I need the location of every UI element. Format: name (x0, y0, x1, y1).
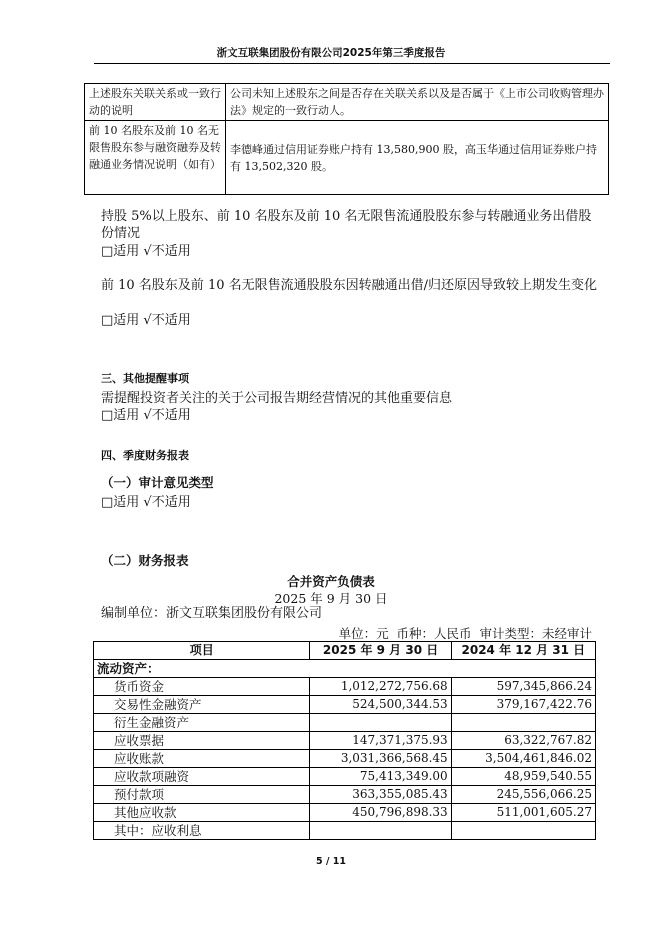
balance-sheet-units: 单位：元 币种：人民币 审计类型：未经审计 (338, 626, 592, 641)
row-item: 衍生金融资产 (94, 714, 310, 732)
table-row (85, 121, 609, 195)
page-number: 5 / 11 (316, 856, 346, 867)
row-current: 1,012,272,756.68 (310, 678, 451, 696)
section1-option: □适用 √不适用 (101, 244, 191, 259)
table-row (94, 696, 596, 714)
section4-heading: 四、季度财务报表 (101, 449, 189, 462)
section2-option: □适用 √不适用 (101, 313, 191, 328)
balance-sheet-company: 编制单位：浙文互联集团股份有限公司 (101, 606, 323, 621)
table-row (94, 804, 596, 822)
section2-text: 前 10 名股东及前 10 名无限售流通股股东因转融通出借/归还原因导致较上期发生变化 (101, 278, 597, 293)
section3-heading: 三、其他提醒事项 (101, 372, 189, 385)
table-row (94, 768, 596, 786)
row-prior: 48,959,540.55 (451, 768, 595, 786)
row-item: 货币资金 (94, 678, 310, 696)
row-prior: 379,167,422.76 (451, 696, 595, 714)
row-prior (451, 714, 595, 732)
table-row (94, 678, 596, 696)
row-item: 预付款项 (94, 786, 310, 804)
row-current: 450,796,898.33 (310, 804, 451, 822)
row-label: 前 10 名股东及前 10 名无限售股东参与融资融券及转融通业务情况说明（如有） (85, 121, 226, 195)
balance-sheet-date: 2025 年 9 月 30 日 (274, 591, 388, 606)
row-prior (451, 822, 595, 840)
row-value: 李德峰通过信用证券账户持有 13,580,900 股，高玉华通过信用证券账户持有 13,502,320 股。 (226, 121, 609, 195)
row-current: 363,355,085.43 (310, 786, 451, 804)
financial-statements-heading: （二）财务报表 (101, 553, 189, 568)
table-header-row (94, 642, 596, 660)
row-current (310, 714, 451, 732)
header-item: 项目 (94, 642, 310, 660)
table-row (94, 750, 596, 768)
row-prior: 597,345,866.24 (451, 678, 595, 696)
table-row (94, 714, 596, 732)
table-row (94, 660, 596, 678)
header-current: 2025 年 9 月 30 日 (310, 642, 451, 660)
row-current: 3,031,366,568.45 (310, 750, 451, 768)
row-item: 应收账款 (94, 750, 310, 768)
row-item: 应收款项融资 (94, 768, 310, 786)
balance-sheet-title: 合并资产负债表 (287, 574, 375, 589)
row-current: 147,371,375.93 (310, 732, 451, 750)
section3-text: 需提醒投资者关注的关于公司报告期经营情况的其他重要信息 (101, 391, 453, 406)
row-label: 上述股东关联关系或一致行动的说明 (85, 84, 226, 121)
row-prior: 63,322,767.82 (451, 732, 595, 750)
row-item: 其他应收款 (94, 804, 310, 822)
audit-opinion-heading: （一）审计意见类型 (101, 475, 214, 490)
audit-opinion-option: □适用 √不适用 (101, 495, 191, 510)
balance-sheet-table (93, 641, 596, 840)
row-prior: 3,504,461,846.02 (451, 750, 595, 768)
section-label: 流动资产： (94, 660, 596, 678)
table-row (94, 822, 596, 840)
row-item: 应收票据 (94, 732, 310, 750)
table-row (94, 786, 596, 804)
table-row (85, 84, 609, 121)
shareholder-info-table (84, 83, 609, 195)
report-header-title: 浙文互联集团股份有限公司2025年第三季度报告 (216, 47, 446, 59)
table-row (94, 732, 596, 750)
row-item: 交易性金融资产 (94, 696, 310, 714)
header-rule (94, 63, 610, 64)
row-current: 524,500,344.53 (310, 696, 451, 714)
row-prior: 511,001,605.27 (451, 804, 595, 822)
row-current: 75,413,349.00 (310, 768, 451, 786)
row-item: 其中：应收利息 (94, 822, 310, 840)
row-value: 公司未知上述股东之间是否存在关联关系以及是否属于《上市公司收购管理办法》规定的一致行动人。 (226, 84, 609, 121)
header-prior: 2024 年 12 月 31 日 (451, 642, 595, 660)
row-prior: 245,556,066.25 (451, 786, 595, 804)
section3-option: □适用 √不适用 (101, 408, 191, 423)
row-current (310, 822, 451, 840)
section1-text: 持股 5%以上股东、前 10 名股东及前 10 名无限售流通股股东参与转融通业务出借股份情况 (101, 209, 592, 241)
